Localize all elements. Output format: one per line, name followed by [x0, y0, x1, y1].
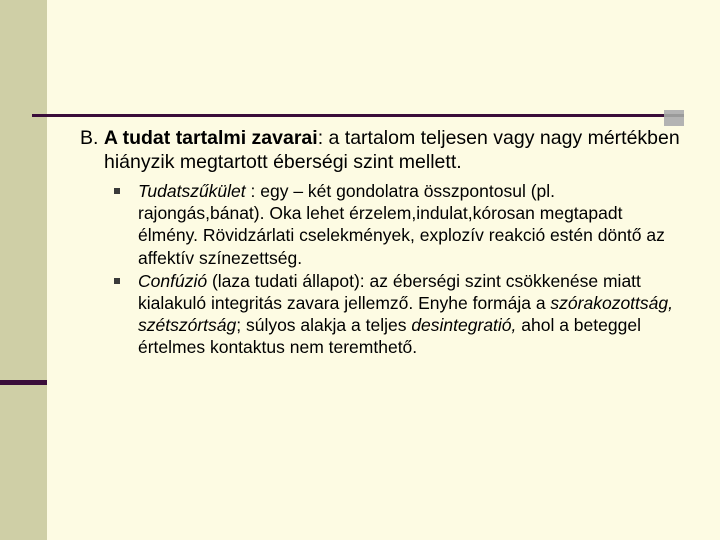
bullet-text: ; súlyos alakja a teljes	[236, 315, 412, 336]
list-item-confuzio	[80, 270, 680, 359]
main-paragraph	[80, 126, 680, 174]
slide-content	[80, 126, 680, 360]
bullet-term: Confúzió	[138, 270, 208, 291]
divider-end-block	[664, 110, 684, 126]
heading-bold-term: A tudat tartalmi zavarai	[103, 127, 318, 149]
title-divider-line	[32, 114, 664, 117]
square-bullet-icon	[114, 188, 120, 194]
bullet-text: ahol a beteggel értelmes kontaktus nem teremthető.	[138, 315, 641, 358]
divider-end-line	[664, 114, 684, 117]
heading-prefix: B.	[80, 127, 104, 149]
heading-description: : a tartalom teljesen vagy nagy mértékben hiányzik megtartott éberségi szint mellett.	[104, 127, 680, 173]
bullet-list	[80, 180, 680, 359]
list-item-tudatszukulet	[80, 180, 680, 269]
left-decorative-bar	[0, 0, 47, 540]
bullet-italic-text: szórakozottság, szétszórtság	[138, 293, 673, 336]
bullet-italic-text: desintegratió,	[411, 315, 517, 336]
bullet-text: (laza tudati állapot): az éberségi szint csökkenése miatt kialakuló integritás zavara jellemző. Enyhe formája a	[138, 270, 641, 314]
bullet-text: : egy – két gondolatra összpontosul (pl. rajongás,bánat). Oka lehet érzelem,indulat,kórosan megtapadt élmény. Rövidzárlati cselekmények, explozív reakció estén döntő az affektív színezettség.	[138, 181, 665, 268]
bullet-term: Tudatszűkület	[138, 181, 246, 201]
square-bullet-icon	[114, 278, 120, 284]
left-bar-accent-line	[0, 380, 47, 385]
